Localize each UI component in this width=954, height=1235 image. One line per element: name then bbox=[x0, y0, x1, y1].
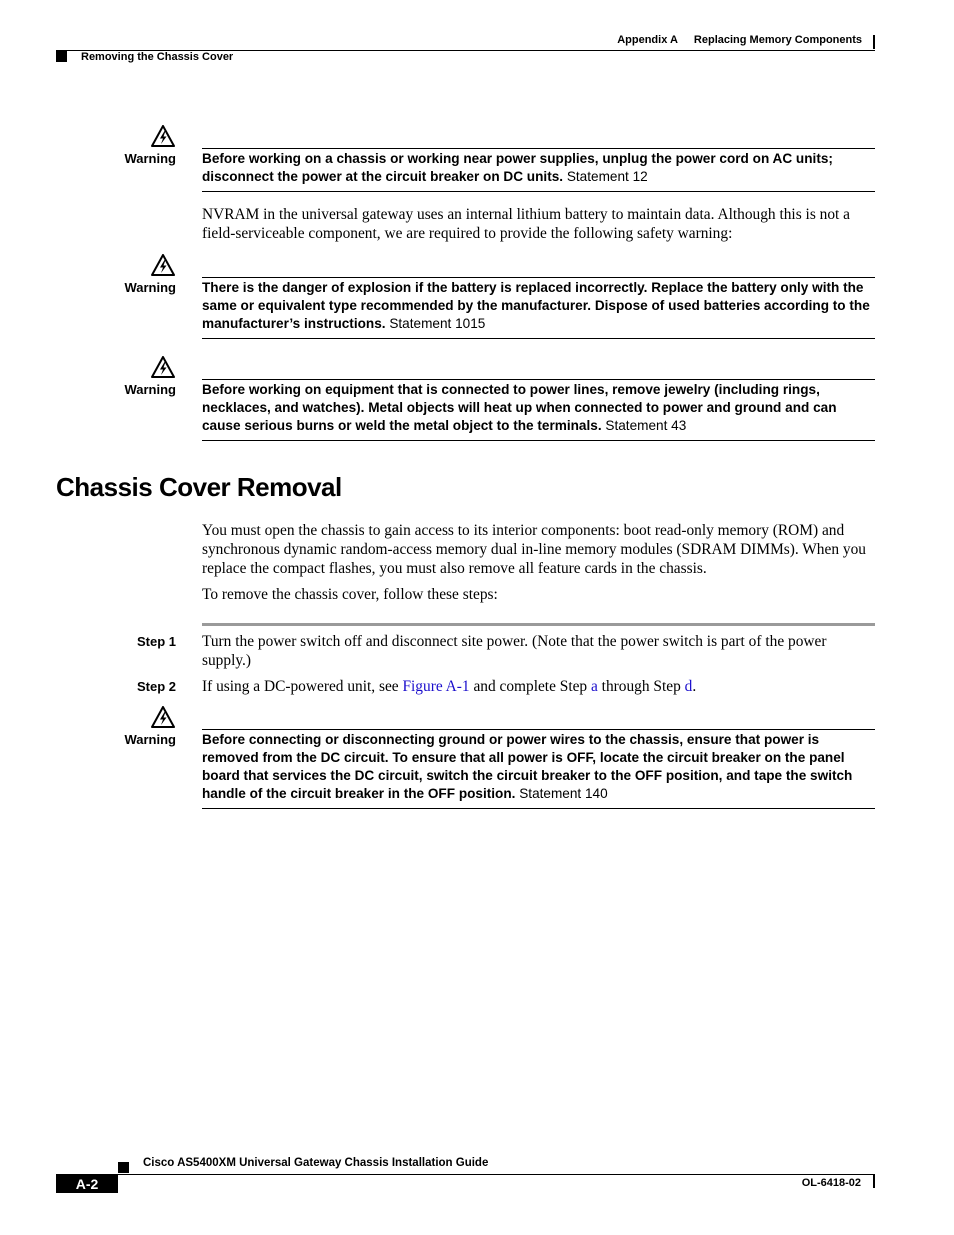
warning-bottom-rule bbox=[202, 440, 875, 441]
step-d-link[interactable]: d bbox=[684, 678, 693, 695]
warning-text bbox=[202, 381, 877, 435]
figure-link[interactable]: Figure A-1 bbox=[402, 678, 470, 695]
warning-text bbox=[202, 150, 877, 186]
warning-statement: Statement 12 bbox=[566, 169, 648, 184]
warning-icon bbox=[151, 254, 175, 276]
step-text-part: through Step bbox=[597, 678, 685, 695]
footer-rule bbox=[118, 1174, 875, 1175]
warning-label: Warning bbox=[124, 382, 176, 397]
steps-rule bbox=[202, 623, 875, 626]
warning-label: Warning bbox=[124, 151, 176, 166]
warning-bottom-rule bbox=[202, 338, 875, 339]
footer-marker bbox=[118, 1162, 129, 1173]
step-text-part: If using a DC-powered unit, see bbox=[202, 678, 403, 695]
warning-bold-text: Before connecting or disconnecting ground or power wires to the chassis, ensure that power is removed from the DC circuit. To ensure that all power is OFF, locate the circuit breaker on the panel board that services the DC circuit, switch the circuit breaker to the OFF position, and tape the switch handle of the circuit breaker in the OFF position. bbox=[202, 732, 853, 801]
step-text bbox=[202, 677, 876, 696]
step-text-part: and complete Step bbox=[469, 678, 591, 695]
warning-label: Warning bbox=[124, 280, 176, 295]
warning-icon bbox=[151, 356, 175, 378]
running-header bbox=[617, 34, 862, 46]
warning-text bbox=[202, 279, 877, 333]
step-label: Step 2 bbox=[136, 679, 176, 694]
warning-text bbox=[202, 731, 877, 803]
warning-bold-text: Before working on a chassis or working near power supplies, unplug the power cord on AC units; disconnect the power at the circuit breaker on DC units. bbox=[202, 151, 833, 184]
header-section: Removing the Chassis Cover bbox=[81, 51, 234, 63]
step-a-link[interactable]: a bbox=[590, 678, 598, 695]
section-intro: You must open the chassis to gain access to its interior components: boot read-only memory (ROM) and synchronous dynamic random-access memory dual in-line memory modules (SDRAM DIMMs). When you replace the compact flashes, you must also remove all feature cards in the chassis. bbox=[202, 522, 866, 577]
step-label: Step 1 bbox=[136, 634, 176, 649]
warning-icon bbox=[151, 706, 175, 728]
warning-icon bbox=[151, 125, 175, 147]
warning-statement: Statement 43 bbox=[605, 418, 687, 433]
warning-bold-text: There is the danger of explosion if the battery is replaced incorrectly. Replace the battery only with the same or equivalent type recommended by the manufacturer. Dispose of used batteries according to the manufacturer’s instructions. bbox=[202, 280, 870, 331]
warning-statement: Statement 140 bbox=[519, 786, 608, 801]
warning-top-rule bbox=[202, 277, 875, 278]
footer-guide-title: Cisco AS5400XM Universal Gateway Chassis Installation Guide bbox=[143, 1157, 489, 1169]
warning-statement: Statement 1015 bbox=[389, 316, 486, 331]
warning-top-rule bbox=[202, 729, 875, 730]
footer-page-number: A-2 bbox=[56, 1174, 118, 1193]
warning-top-rule bbox=[202, 379, 875, 380]
warning-bottom-rule bbox=[202, 191, 875, 192]
section-lead: To remove the chassis cover, follow these steps: bbox=[202, 586, 498, 603]
warning-top-rule bbox=[202, 148, 875, 149]
header-chapter: Replacing Memory Components bbox=[693, 34, 862, 46]
header-marker bbox=[56, 51, 67, 62]
section-title: Chassis Cover Removal bbox=[56, 472, 342, 502]
footer-doc-number: OL-6418-02 bbox=[801, 1177, 861, 1189]
header-tick bbox=[873, 35, 875, 49]
step-text-part: . bbox=[692, 678, 697, 695]
warning-label: Warning bbox=[124, 732, 176, 747]
header-appendix: Appendix A bbox=[617, 34, 678, 46]
nvram-paragraph: NVRAM in the universal gateway uses an internal lithium battery to maintain data. Although this is not a field-serviceable component, we are required to provide the following safety warning: bbox=[202, 206, 850, 242]
footer-tick bbox=[873, 1175, 875, 1188]
warning-bottom-rule bbox=[202, 808, 875, 809]
step-text: Turn the power switch off and disconnect site power. (Note that the power switch is part of the power supply.) bbox=[202, 633, 827, 669]
warning-bold-text: Before working on equipment that is connected to power lines, remove jewelry (including rings, necklaces, and watches). Metal objects will heat up when connected to power and ground and can cause serious burns or weld the metal object to the terminals. bbox=[202, 382, 837, 433]
